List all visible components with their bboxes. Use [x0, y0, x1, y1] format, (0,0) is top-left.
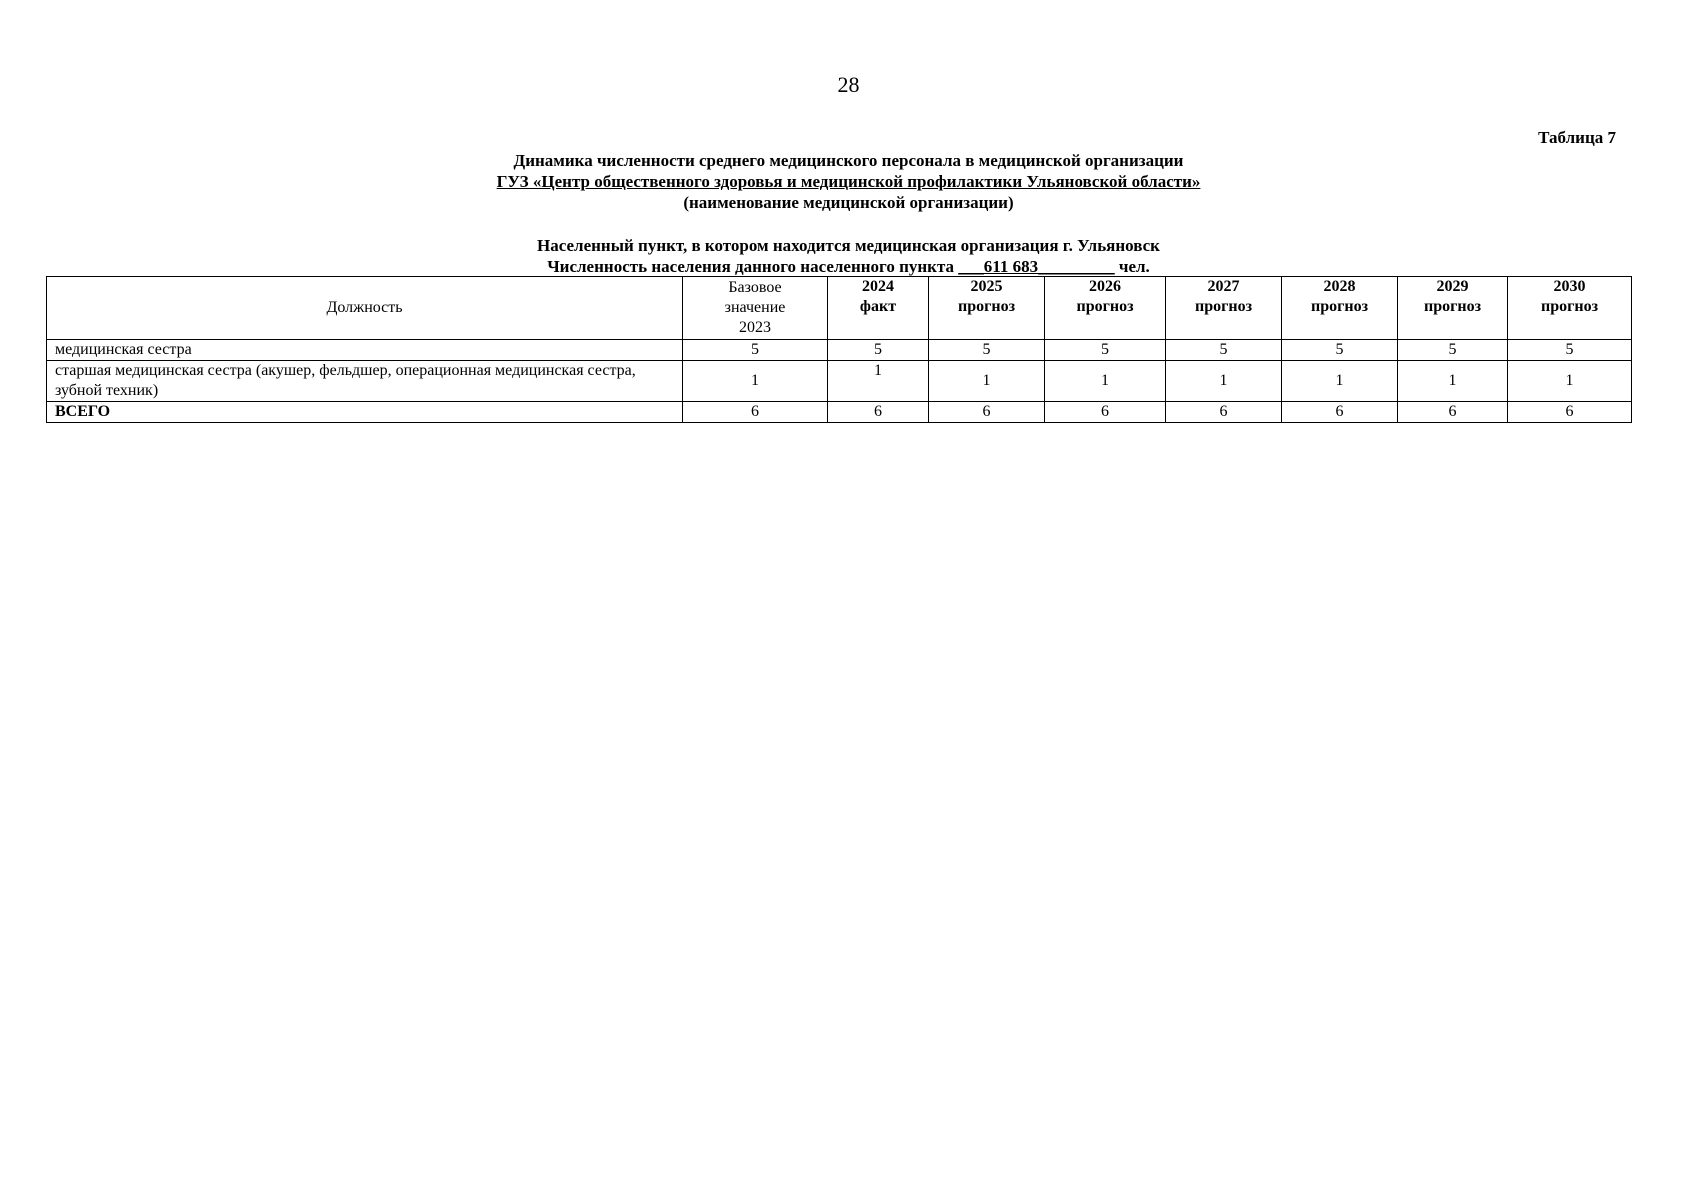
- row-value: 5: [1045, 340, 1166, 361]
- col-2025: [929, 277, 1045, 340]
- col-base: [683, 277, 828, 340]
- row-value: 5: [1398, 340, 1508, 361]
- organization-name: ГУЗ «Центр общественного здоровья и медицинской профилактики Ульяновской области»: [496, 172, 1201, 191]
- col-2030: [1508, 277, 1632, 340]
- table-heading: [0, 150, 1697, 213]
- table-label: Таблица 7: [1538, 128, 1616, 147]
- population-line: [0, 256, 1697, 277]
- col-2024-year: 2024: [862, 278, 894, 295]
- col-base-line2: значение: [724, 299, 786, 316]
- col-2027-year: 2027: [1207, 278, 1240, 295]
- col-2030-year: 2030: [1553, 278, 1586, 295]
- row-value: 5: [929, 340, 1045, 361]
- row-value: 1: [1508, 361, 1632, 402]
- staff-dynamics-table: [46, 276, 1632, 423]
- row-position-name: старшая медицинская сестра (акушер, фельдшер, операционная медицинская сестра, зубной техник): [47, 361, 683, 402]
- row-value: 6: [683, 402, 828, 423]
- row-value: 6: [929, 402, 1045, 423]
- col-2025-year: 2025: [970, 278, 1003, 295]
- row-value: 6: [1166, 402, 1282, 423]
- col-2028-year: 2028: [1323, 278, 1356, 295]
- population-unit: чел.: [1118, 257, 1150, 276]
- table-header-row: [47, 277, 1632, 340]
- page-number: 28: [837, 72, 860, 97]
- col-2026-year: 2026: [1089, 278, 1121, 295]
- row-value: 5: [683, 340, 828, 361]
- row-value: 6: [1045, 402, 1166, 423]
- row-value: 5: [1508, 340, 1632, 361]
- settlement-line: Населенный пункт, в котором находится медицинская организация г. Ульяновск: [537, 236, 1160, 255]
- col-2024-type: факт: [859, 298, 897, 315]
- col-base-line3: 2023: [739, 319, 771, 336]
- row-value: 6: [1508, 402, 1632, 423]
- row-value: 6: [1282, 402, 1398, 423]
- row-value: 1: [929, 361, 1045, 402]
- table-row: [47, 340, 1632, 361]
- table-row: [47, 361, 1632, 402]
- table-title: Динамика численности среднего медицинского персонала в медицинской организации: [513, 151, 1184, 170]
- population-value: ___611 683_________: [958, 257, 1115, 276]
- col-2027: [1166, 277, 1282, 340]
- col-2029: [1398, 277, 1508, 340]
- row-value: 1: [1166, 361, 1282, 402]
- col-position: Должность: [47, 277, 683, 340]
- row-value: 5: [828, 340, 929, 361]
- row-value: 1: [1045, 361, 1166, 402]
- row-value: 1: [1282, 361, 1398, 402]
- row-value: 1: [683, 361, 828, 402]
- settlement-info: [0, 235, 1697, 277]
- col-2028-type: прогноз: [1310, 298, 1369, 315]
- table-total-row: [47, 402, 1632, 423]
- organization-caption: (наименование медицинской организации): [683, 193, 1014, 212]
- col-2029-type: прогноз: [1423, 298, 1482, 315]
- row-value: 1: [828, 361, 929, 402]
- row-position-name: медицинская сестра: [47, 340, 683, 361]
- row-value: 5: [1282, 340, 1398, 361]
- col-2028: [1282, 277, 1398, 340]
- row-value: 6: [828, 402, 929, 423]
- col-2027-type: прогноз: [1194, 298, 1253, 315]
- col-2024: [828, 277, 929, 340]
- row-value: 6: [1398, 402, 1508, 423]
- population-prefix: Численность населения данного населенного пункта: [547, 257, 955, 276]
- col-base-line1: Базовое: [728, 279, 782, 296]
- col-2026: [1045, 277, 1166, 340]
- col-2025-type: прогноз: [957, 298, 1016, 315]
- row-total-label: ВСЕГО: [47, 402, 683, 423]
- col-2029-year: 2029: [1436, 278, 1469, 295]
- row-value: 1: [1398, 361, 1508, 402]
- col-2026-type: прогноз: [1076, 298, 1134, 315]
- col-2030-type: прогноз: [1540, 298, 1599, 315]
- row-value: 5: [1166, 340, 1282, 361]
